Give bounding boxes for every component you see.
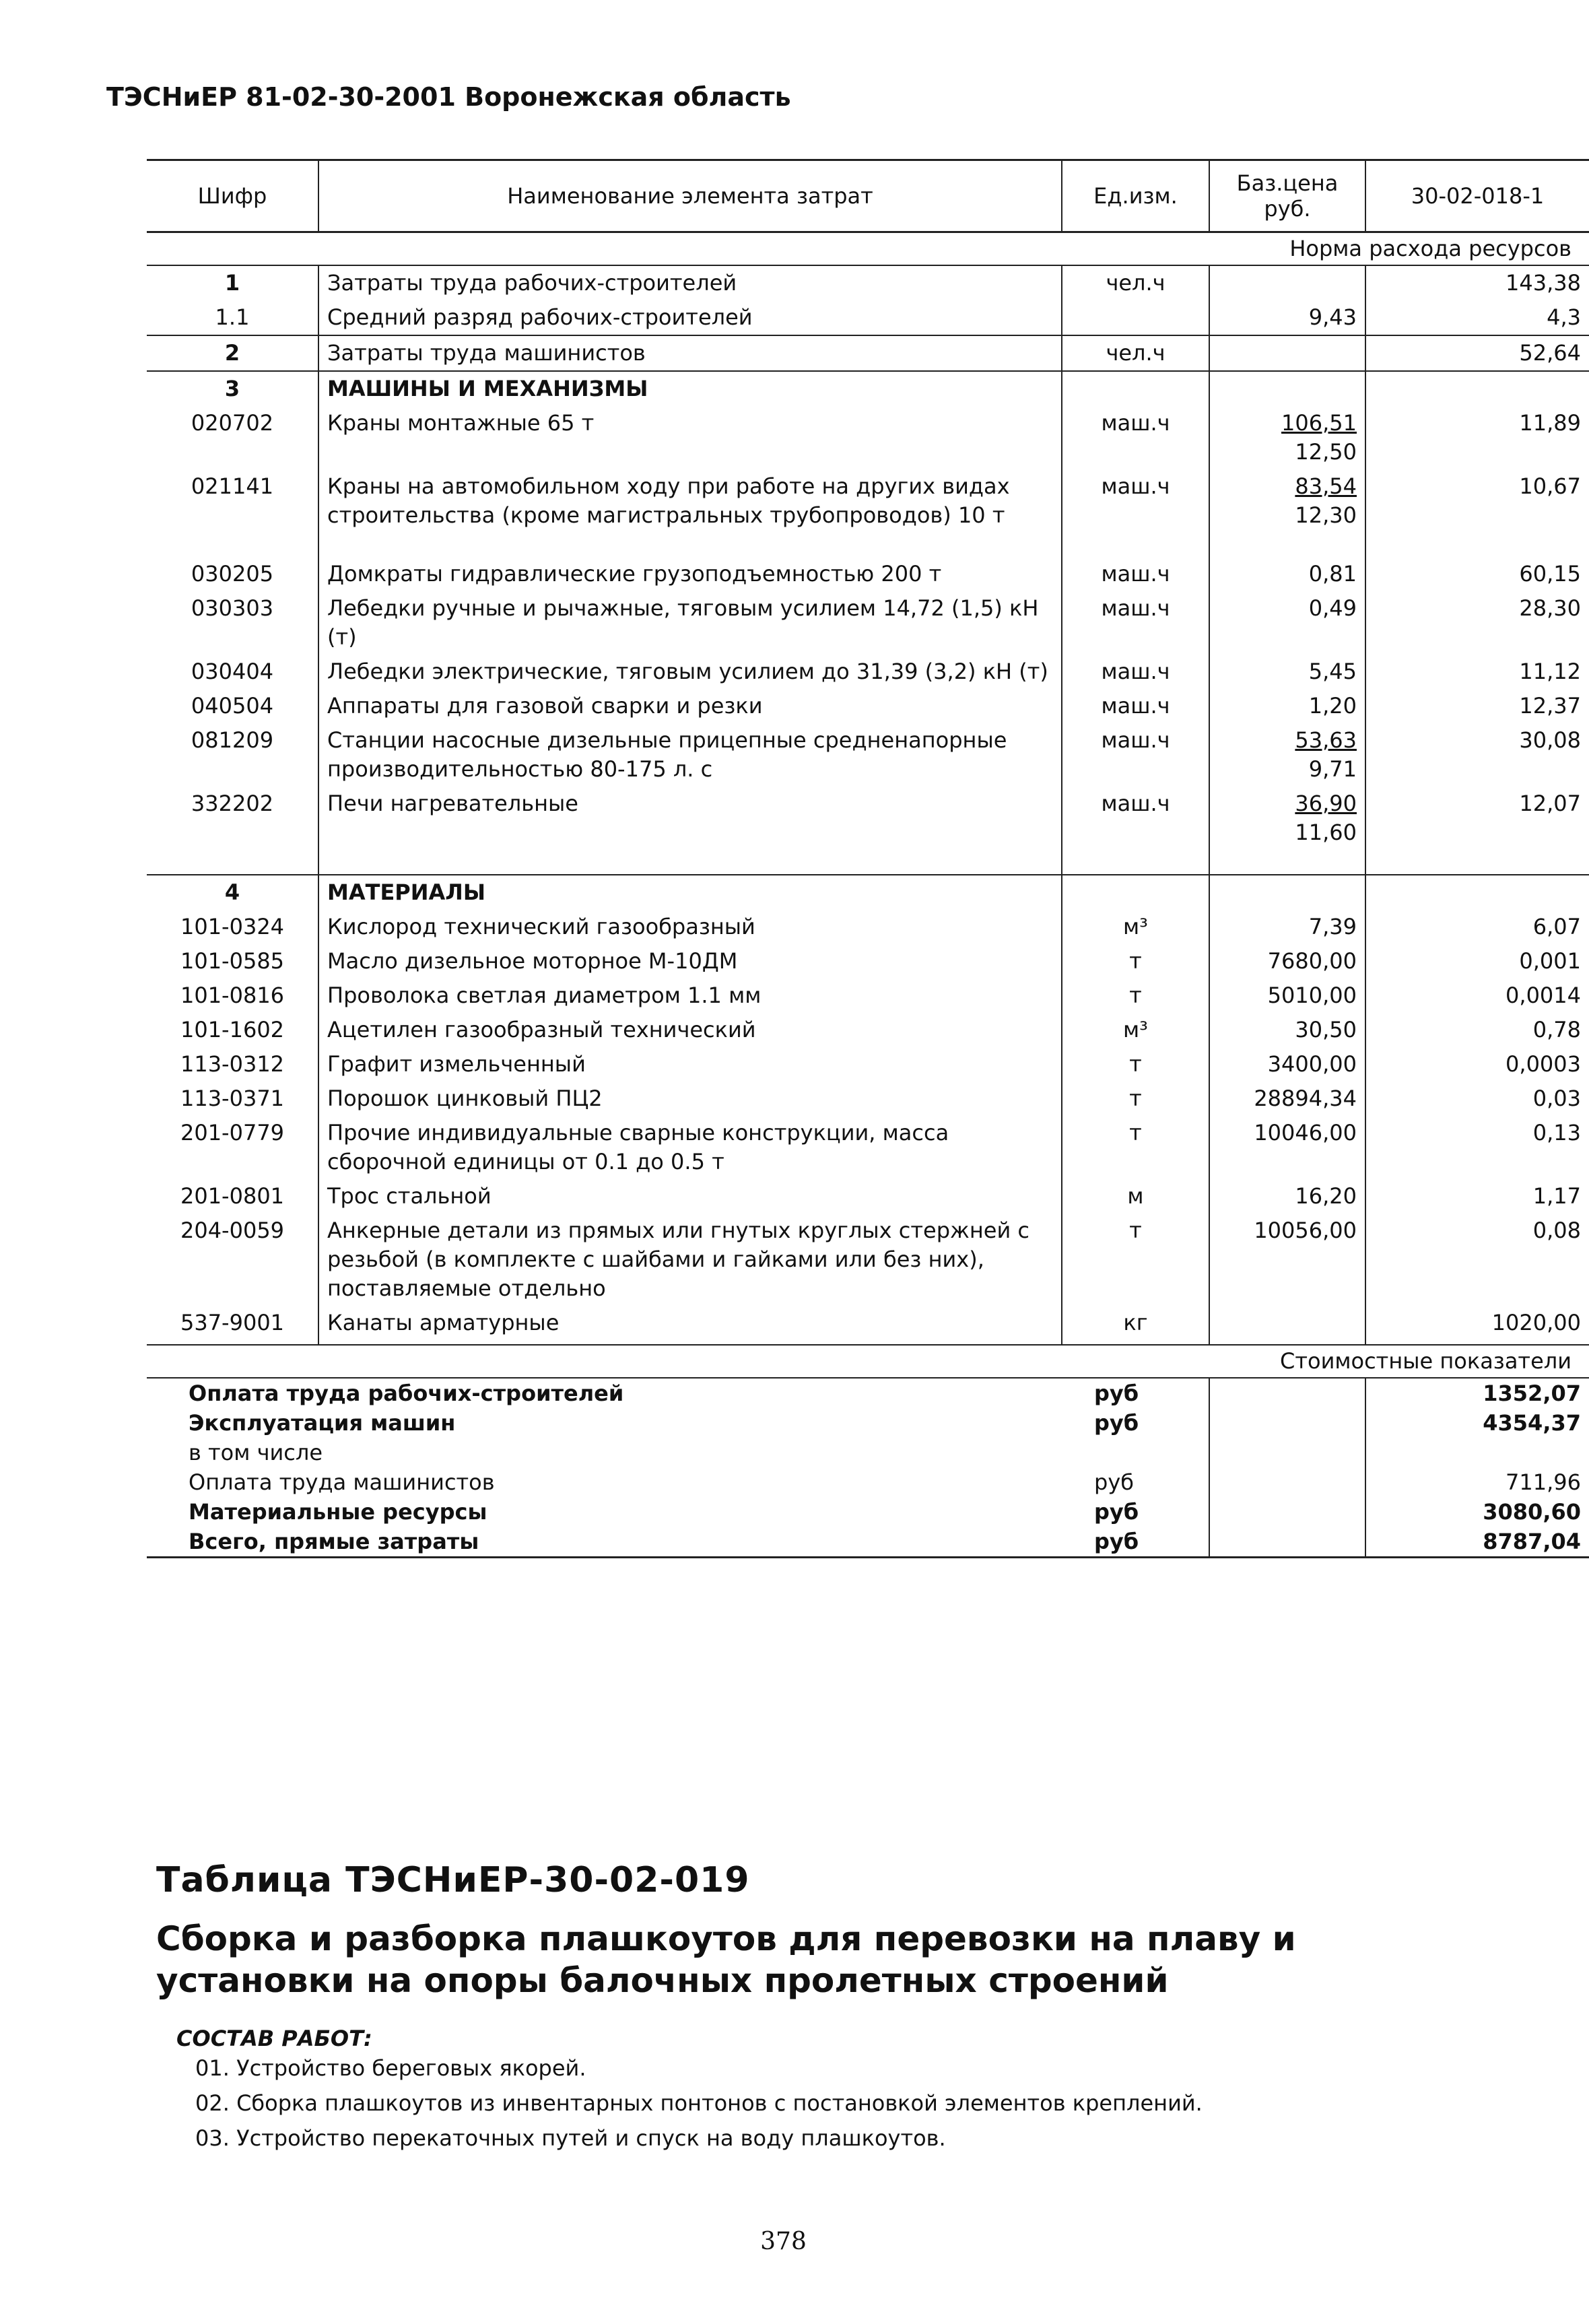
machine-price-base: 53,63 (1295, 727, 1357, 753)
material-name: Ацетилен газообразный технический (318, 1013, 1062, 1047)
materials-section-row-title: МАТЕРИАЛЫ (318, 875, 1062, 910)
labor-name: Средний разряд рабочих-строителей (318, 300, 1062, 335)
machine-price (1209, 723, 1365, 787)
total-unit: руб (1062, 1378, 1209, 1408)
machine-price-wage: 11,60 (1295, 820, 1357, 845)
total-row (147, 1438, 1589, 1467)
material-name: Трос стальной (318, 1179, 1062, 1214)
material-code: 101-1602 (147, 1013, 318, 1047)
total-unit (1062, 1438, 1209, 1467)
material-name: Графит измельченный (318, 1047, 1062, 1082)
total-row (147, 1408, 1589, 1438)
material-price (1209, 1306, 1365, 1345)
machine-code: 040504 (147, 689, 318, 723)
table-header-row (147, 160, 1589, 232)
machine-price (1209, 591, 1365, 655)
machine-row (147, 469, 1589, 557)
material-row (147, 1082, 1589, 1116)
cost-caption-row (147, 1345, 1589, 1378)
machine-code: 332202 (147, 787, 318, 875)
labor-code: 1 (147, 265, 318, 300)
material-unit: т (1062, 1047, 1209, 1082)
labor-row (147, 300, 1589, 335)
material-row (147, 910, 1589, 944)
total-label: Материальные ресурсы (189, 1499, 487, 1525)
machine-price-base: 83,54 (1295, 473, 1357, 499)
material-value: 0,0014 (1506, 983, 1581, 1008)
material-code: 101-0585 (147, 944, 318, 978)
material-row (147, 1047, 1589, 1082)
labor-price (1209, 335, 1365, 371)
material-name: Анкерные детали из прямых или гнутых круглых стержней с резьбой (в комплекте с шайбами и гайками или без них), поставляемые отдельно (318, 1214, 1062, 1306)
machines-section-row-price (1209, 371, 1365, 406)
material-price: 30,50 (1209, 1013, 1365, 1047)
machine-price (1209, 469, 1365, 557)
total-unit: руб (1062, 1497, 1209, 1527)
machine-value: 60,15 (1519, 561, 1581, 587)
machine-unit: маш.ч (1062, 557, 1209, 591)
material-unit: т (1062, 1214, 1209, 1306)
total-value: 3080,60 (1483, 1499, 1581, 1525)
material-code: 101-0816 (147, 978, 318, 1013)
material-row (147, 978, 1589, 1013)
material-price: 16,20 (1209, 1179, 1365, 1214)
machine-name: Аппараты для газовой сварки и резки (318, 689, 1062, 723)
page-number: 378 (760, 2228, 807, 2255)
materials-section-row-unit (1062, 875, 1209, 910)
labor-value: 143,38 (1506, 270, 1581, 296)
material-name: Масло дизельное моторное М-10ДМ (318, 944, 1062, 978)
total-value: 711,96 (1506, 1469, 1581, 1495)
machine-unit: маш.ч (1062, 723, 1209, 787)
work-item-1: 01. Устройство береговых якорей. (195, 2055, 586, 2081)
total-label: Оплата труда машинистов (189, 1469, 495, 1495)
material-code: 201-0801 (147, 1179, 318, 1214)
machine-price-base: 106,51 (1281, 410, 1357, 436)
total-unit: руб (1062, 1408, 1209, 1438)
machine-price-base: 1,20 (1308, 693, 1357, 719)
total-price (1209, 1497, 1365, 1527)
material-unit: т (1062, 944, 1209, 978)
labor-row (147, 335, 1589, 371)
total-price (1209, 1438, 1365, 1467)
machine-value: 30,08 (1519, 727, 1581, 753)
works-label: СОСТАВ РАБОТ: (176, 2026, 372, 2051)
machines-section-row-code: 3 (147, 371, 318, 406)
machine-name: Лебедки ручные и рычажные, тяговым усилием 14,72 (1,5) кН (т) (318, 591, 1062, 655)
total-unit: руб (1062, 1467, 1209, 1497)
labor-unit: чел.ч (1062, 335, 1209, 371)
machine-price-wage: 12,50 (1295, 439, 1357, 465)
machine-row (147, 655, 1589, 689)
machine-value: 12,37 (1519, 693, 1581, 719)
norm-caption-row (147, 232, 1589, 266)
cost-caption-row-text: Стоимостные показатели (147, 1345, 1589, 1378)
total-price (1209, 1527, 1365, 1558)
machine-row (147, 406, 1589, 469)
total-value (1365, 1438, 1589, 1467)
machine-unit: маш.ч (1062, 591, 1209, 655)
material-price: 28894,34 (1209, 1082, 1365, 1116)
total-value: 4354,37 (1483, 1410, 1581, 1436)
machine-value: 10,67 (1519, 473, 1581, 499)
section-subtitle: Сборка и разборка плашкоутов для перевозки на плаву и установки на опоры балочных пролетных строений (156, 1919, 1296, 2000)
materials-section-row-value (1365, 875, 1589, 910)
section-title: Таблица ТЭСНиЕР-30-02-019 (156, 1860, 750, 1900)
total-value: 8787,04 (1365, 1527, 1589, 1558)
col-price-header: Баз.цена руб. (1209, 160, 1365, 232)
total-row (147, 1527, 1589, 1558)
material-row (147, 1306, 1589, 1345)
material-price: 7680,00 (1209, 944, 1365, 978)
material-code: 113-0312 (147, 1047, 318, 1082)
machines-section-row-value (1365, 371, 1589, 406)
material-unit: т (1062, 1082, 1209, 1116)
labor-row (147, 265, 1589, 300)
material-name: Кислород технический газообразный (318, 910, 1062, 944)
total-row (147, 1378, 1589, 1408)
machine-price (1209, 689, 1365, 723)
machine-value: 12,07 (1519, 791, 1581, 816)
machine-price-base: 5,45 (1308, 659, 1357, 684)
machine-row (147, 723, 1589, 787)
machines-section-row-unit (1062, 371, 1209, 406)
material-code: 204-0059 (147, 1214, 318, 1306)
material-code: 101-0324 (147, 910, 318, 944)
material-code: 113-0371 (147, 1082, 318, 1116)
machine-price (1209, 787, 1365, 875)
machine-code: 021141 (147, 469, 318, 557)
material-row (147, 1214, 1589, 1306)
machine-price (1209, 655, 1365, 689)
machine-name: Печи нагревательные (318, 787, 1062, 875)
machine-unit: маш.ч (1062, 689, 1209, 723)
machine-price-wage: 12,30 (1295, 502, 1357, 528)
total-unit: руб (1062, 1527, 1209, 1558)
machine-code: 081209 (147, 723, 318, 787)
material-row (147, 1179, 1589, 1214)
total-row (147, 1497, 1589, 1527)
materials-section-row-code: 4 (147, 875, 318, 910)
material-name: Порошок цинковый ПЦ2 (318, 1082, 1062, 1116)
col-unit-header: Ед.изм. (1062, 160, 1209, 232)
machine-unit: маш.ч (1062, 469, 1209, 557)
material-value: 0,03 (1532, 1086, 1581, 1111)
machine-price (1209, 557, 1365, 591)
machine-value: 11,12 (1519, 659, 1581, 684)
material-value: 1,17 (1532, 1183, 1581, 1209)
material-value: 0,13 (1532, 1120, 1581, 1146)
document-header: ТЭСНиЕР 81-02-30-2001 Воронежская область (106, 82, 791, 112)
work-item-3: 03. Устройство перекаточных путей и спуск на воду плашкоутов. (195, 2125, 946, 2151)
material-price: 10046,00 (1209, 1116, 1365, 1179)
machine-unit: маш.ч (1062, 787, 1209, 875)
material-unit: м³ (1062, 1013, 1209, 1047)
labor-code: 2 (147, 335, 318, 371)
material-name: Прочие индивидуальные сварные конструкции, масса сборочной единицы от 0.1 до 0.5 т (318, 1116, 1062, 1179)
resource-table (147, 159, 1589, 1558)
machine-price-base: 36,90 (1295, 791, 1357, 816)
machine-unit: маш.ч (1062, 406, 1209, 469)
total-price (1209, 1467, 1365, 1497)
machine-code: 030205 (147, 557, 318, 591)
total-label: Эксплуатация машин (189, 1410, 456, 1436)
machine-unit: маш.ч (1062, 655, 1209, 689)
machine-price-base: 0,49 (1308, 595, 1357, 621)
materials-section-row-price (1209, 875, 1365, 910)
material-value: 0,001 (1519, 948, 1581, 974)
materials-section-row (147, 875, 1589, 910)
material-value: 0,08 (1532, 1218, 1581, 1243)
total-value: 1352,07 (1483, 1381, 1581, 1406)
machine-value: 11,89 (1519, 410, 1581, 436)
machines-section-row (147, 371, 1589, 406)
material-unit: кг (1062, 1306, 1209, 1345)
norm-caption-row-text: Норма расхода ресурсов (147, 232, 1589, 266)
labor-name: Затраты труда рабочих-строителей (318, 265, 1062, 300)
col-norm-header: 30-02-018-1 (1365, 160, 1589, 232)
material-price: 3400,00 (1209, 1047, 1365, 1082)
material-row (147, 944, 1589, 978)
material-value: 0,78 (1532, 1017, 1581, 1042)
machine-code: 030303 (147, 591, 318, 655)
material-unit: м (1062, 1179, 1209, 1214)
material-value: 6,07 (1532, 914, 1581, 939)
work-item-2: 02. Сборка плашкоутов из инвентарных понтонов с постановкой элементов креплений. (195, 2090, 1203, 2116)
machine-value: 28,30 (1519, 595, 1581, 621)
col-name-header: Наименование элемента затрат (318, 160, 1062, 232)
material-row (147, 1116, 1589, 1179)
labor-value: 52,64 (1365, 335, 1589, 371)
total-price (1209, 1378, 1365, 1408)
machines-section-row-title: МАШИНЫ И МЕХАНИЗМЫ (318, 371, 1062, 406)
machine-name: Краны монтажные 65 т (318, 406, 1062, 469)
material-name: Проволока светлая диаметром 1.1 мм (318, 978, 1062, 1013)
total-row (147, 1467, 1589, 1497)
machine-price-base: 0,81 (1308, 561, 1357, 587)
total-price (1209, 1408, 1365, 1438)
labor-price (1209, 265, 1365, 300)
machine-price-wage: 9,71 (1308, 756, 1357, 782)
labor-price: 9,43 (1209, 300, 1365, 335)
material-name: Канаты арматурные (318, 1306, 1062, 1345)
machine-name: Краны на автомобильном ходу при работе на других видах строительства (кроме магистральных трубопроводов) 10 т (318, 469, 1062, 557)
machine-code: 030404 (147, 655, 318, 689)
machine-row (147, 689, 1589, 723)
machine-name: Станции насосные дизельные прицепные средненапорные производительностью 80-175 л. с (318, 723, 1062, 787)
labor-unit (1062, 300, 1209, 335)
machine-price (1209, 406, 1365, 469)
material-row (147, 1013, 1589, 1047)
material-code: 537-9001 (147, 1306, 318, 1345)
material-unit: т (1062, 1116, 1209, 1179)
material-code: 201-0779 (147, 1116, 318, 1179)
labor-name: Затраты труда машинистов (318, 335, 1062, 371)
machine-row (147, 591, 1589, 655)
total-label: в том числе (189, 1440, 323, 1465)
total-label: Оплата труда рабочих-строителей (189, 1381, 624, 1406)
labor-unit: чел.ч (1062, 265, 1209, 300)
material-price: 10056,00 (1209, 1214, 1365, 1306)
labor-value: 4,3 (1547, 304, 1581, 330)
total-label: Всего, прямые затраты (147, 1527, 1062, 1558)
col-code-header: Шифр (147, 160, 318, 232)
labor-code: 1.1 (147, 300, 318, 335)
material-unit: т (1062, 978, 1209, 1013)
material-value: 1020,00 (1491, 1310, 1581, 1335)
machine-row (147, 787, 1589, 875)
material-price: 7,39 (1209, 910, 1365, 944)
material-value: 0,0003 (1506, 1051, 1581, 1077)
machine-name: Лебедки электрические, тяговым усилием до 31,39 (3,2) кН (т) (318, 655, 1062, 689)
machine-code: 020702 (147, 406, 318, 469)
machine-name: Домкраты гидравлические грузоподъемностью 200 т (318, 557, 1062, 591)
material-price: 5010,00 (1209, 978, 1365, 1013)
machine-row (147, 557, 1589, 591)
material-unit: м³ (1062, 910, 1209, 944)
